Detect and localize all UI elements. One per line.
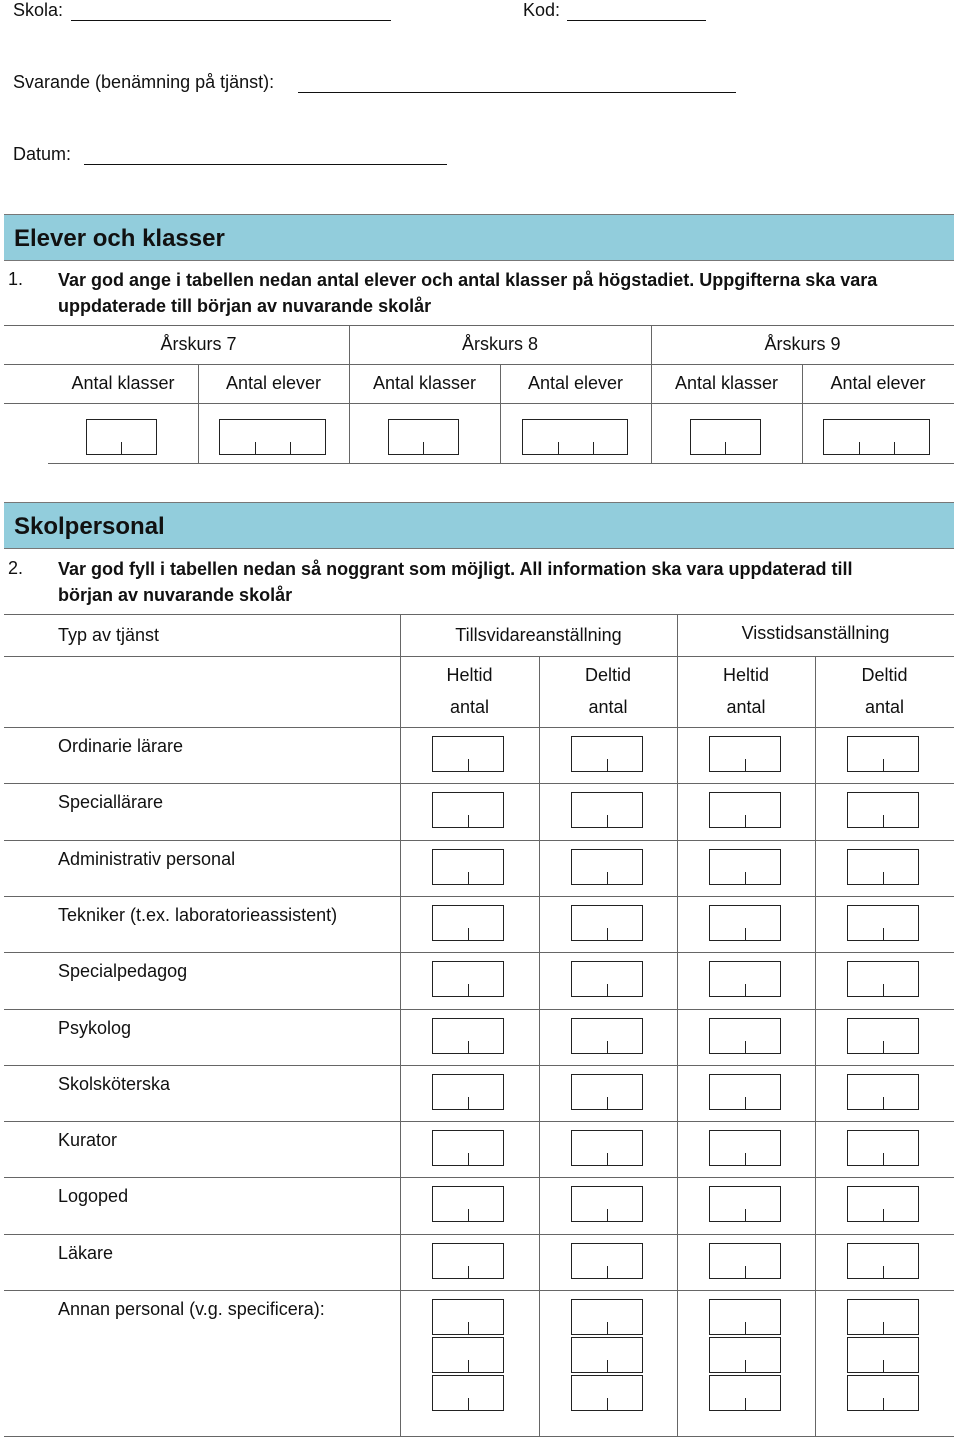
- staff-input-box[interactable]: [847, 792, 919, 828]
- row-divider: [4, 952, 954, 953]
- staff-input-box[interactable]: [432, 1074, 504, 1110]
- staff-input-box[interactable]: [571, 1130, 643, 1166]
- svarande-label: Svarande (benämning på tjänst):: [13, 72, 275, 92]
- skola-field[interactable]: [71, 20, 391, 21]
- staff-input-box[interactable]: [847, 849, 919, 885]
- staff-input-box[interactable]: [432, 1186, 504, 1222]
- staff-input-box[interactable]: [847, 961, 919, 997]
- subcol-vt-heltid: Heltid: [722, 665, 770, 685]
- grade-8-header: Årskurs 8: [461, 334, 539, 354]
- staff-input-box[interactable]: [847, 1186, 919, 1222]
- subheader-antal-elever-9: Antal elever: [830, 373, 926, 393]
- row-divider: [4, 840, 954, 841]
- section-title-skolpersonal: Skolpersonal: [14, 513, 165, 540]
- input-klasser-9[interactable]: [690, 419, 761, 455]
- col-header-visstid: Visstidsanställning: [741, 623, 890, 643]
- staff-input-box[interactable]: [571, 1186, 643, 1222]
- input-elever-9[interactable]: [823, 419, 930, 455]
- staff-input-box[interactable]: [709, 961, 781, 997]
- staff-row-label: Kurator: [58, 1130, 118, 1151]
- row-divider: [4, 1436, 954, 1437]
- col-header-typ: Typ av tjänst: [58, 625, 160, 645]
- staff-input-box[interactable]: [432, 961, 504, 997]
- subheader-antal-klasser-7: Antal klasser: [71, 373, 175, 393]
- subcol-tv-heltid: Heltid: [446, 665, 493, 685]
- staff-input-box[interactable]: [571, 792, 643, 828]
- staff-input-box[interactable]: [847, 1074, 919, 1110]
- staff-input-box[interactable]: [432, 1130, 504, 1166]
- col-header-tillsvidare: Tillsvidareanställning: [455, 625, 622, 645]
- row-divider: [4, 1177, 954, 1178]
- staff-input-box[interactable]: [571, 1299, 643, 1335]
- datum-field[interactable]: [84, 164, 447, 165]
- staff-input-box[interactable]: [847, 1375, 919, 1411]
- subheader-antal-elever-8: Antal elever: [527, 373, 624, 393]
- staff-row-label: Psykolog: [58, 1017, 132, 1038]
- staff-input-box[interactable]: [571, 1337, 643, 1373]
- row-divider: [4, 1290, 954, 1291]
- staff-input-box[interactable]: [709, 1375, 781, 1411]
- staff-input-box[interactable]: [847, 1243, 919, 1279]
- staff-row-label: Administrativ personal: [58, 848, 236, 869]
- staff-input-box[interactable]: [709, 1337, 781, 1373]
- staff-input-box[interactable]: [709, 1299, 781, 1335]
- staff-input-box[interactable]: [709, 905, 781, 941]
- row-divider: [4, 896, 954, 897]
- staff-row-label: Annan personal (v.g. specificera):: [58, 1299, 325, 1319]
- staff-input-box[interactable]: [709, 1186, 781, 1222]
- section-title-elever: Elever och klasser: [14, 225, 225, 252]
- staff-input-box[interactable]: [432, 736, 504, 772]
- staff-row-label: Speciallärare: [58, 792, 164, 813]
- staff-input-box[interactable]: [571, 1243, 643, 1279]
- staff-input-box[interactable]: [709, 1243, 781, 1279]
- subcol-tv-deltid: Deltid: [584, 665, 632, 685]
- staff-input-box[interactable]: [571, 905, 643, 941]
- subcol-vt-deltid-antal: antal: [864, 697, 905, 717]
- staff-input-box[interactable]: [571, 961, 643, 997]
- staff-row-label: Ordinarie lärare: [58, 736, 184, 756]
- question-1-line1: Var god ange i tabellen nedan antal elever och antal klasser på högstadiet. Uppgifterna ska vara: [58, 270, 878, 290]
- staff-input-box[interactable]: [432, 792, 504, 828]
- subcol-tv-deltid-antal: antal: [588, 697, 628, 717]
- staff-input-box[interactable]: [709, 1130, 781, 1166]
- row-divider: [4, 1234, 954, 1235]
- staff-input-box[interactable]: [571, 1018, 643, 1054]
- staff-input-box[interactable]: [709, 736, 781, 772]
- staff-input-box[interactable]: [432, 1337, 504, 1373]
- grade-9-header: Årskurs 9: [764, 334, 841, 354]
- staff-row-label: Läkare: [58, 1242, 114, 1263]
- staff-input-box[interactable]: [571, 1375, 643, 1411]
- subheader-antal-elever-7: Antal elever: [225, 373, 322, 393]
- staff-input-box[interactable]: [571, 849, 643, 885]
- staff-input-box[interactable]: [847, 1130, 919, 1166]
- staff-input-box[interactable]: [432, 1243, 504, 1279]
- staff-input-box[interactable]: [432, 1375, 504, 1411]
- staff-input-box[interactable]: [709, 792, 781, 828]
- input-klasser-7[interactable]: [86, 419, 157, 455]
- subcol-vt-deltid: Deltid: [861, 665, 908, 685]
- section-band-skolpersonal: [4, 502, 954, 549]
- row-divider: [4, 1009, 954, 1010]
- staff-input-box[interactable]: [709, 1018, 781, 1054]
- question-1-line2: uppdaterade till början av nuvarande skolår: [58, 296, 432, 316]
- subcol-vt-heltid-antal: antal: [726, 697, 766, 717]
- staff-input-box[interactable]: [432, 849, 504, 885]
- row-divider: [4, 783, 954, 784]
- input-elever-7[interactable]: [219, 419, 326, 455]
- datum-label: Datum:: [13, 144, 72, 164]
- staff-input-box[interactable]: [709, 1074, 781, 1110]
- question-number-2: 2.: [8, 558, 24, 578]
- staff-input-box[interactable]: [571, 736, 643, 772]
- staff-row-label: Specialpedagog: [58, 961, 188, 982]
- grade-7-header: Årskurs 7: [160, 334, 237, 354]
- question-2-line1: Var god fyll i tabellen nedan så noggrant som möjligt. All information ska vara uppdaterad till: [58, 559, 853, 579]
- question-number-1: 1.: [8, 269, 24, 289]
- question-2-line2: början av nuvarande skolår: [58, 585, 293, 605]
- subheader-antal-klasser-9: Antal klasser: [674, 373, 779, 393]
- staff-input-box[interactable]: [432, 905, 504, 941]
- staff-input-box[interactable]: [432, 1299, 504, 1335]
- staff-row-label: Logoped: [58, 1186, 129, 1207]
- staff-input-box[interactable]: [847, 1337, 919, 1373]
- section-band-elever: [4, 214, 954, 261]
- row-divider: [4, 1065, 954, 1066]
- kod-label: Kod:: [523, 0, 561, 20]
- kod-field[interactable]: [567, 20, 706, 21]
- staff-input-box[interactable]: [847, 736, 919, 772]
- skola-label: Skola:: [13, 0, 64, 20]
- staff-row-label: Tekniker (t.ex. laboratorieassistent): [58, 904, 338, 925]
- staff-row-label: Skolsköterska: [58, 1073, 171, 1094]
- subcol-tv-heltid-antal: antal: [449, 697, 490, 717]
- staff-input-box[interactable]: [709, 849, 781, 885]
- input-klasser-8[interactable]: [388, 419, 459, 455]
- staff-input-box[interactable]: [847, 1299, 919, 1335]
- staff-input-box[interactable]: [847, 1018, 919, 1054]
- row-divider: [4, 1121, 954, 1122]
- staff-input-box[interactable]: [571, 1074, 643, 1110]
- subheader-antal-klasser-8: Antal klasser: [372, 373, 477, 393]
- svarande-field[interactable]: [298, 92, 736, 93]
- staff-input-box[interactable]: [847, 905, 919, 941]
- staff-input-box[interactable]: [432, 1018, 504, 1054]
- input-elever-8[interactable]: [522, 419, 628, 455]
